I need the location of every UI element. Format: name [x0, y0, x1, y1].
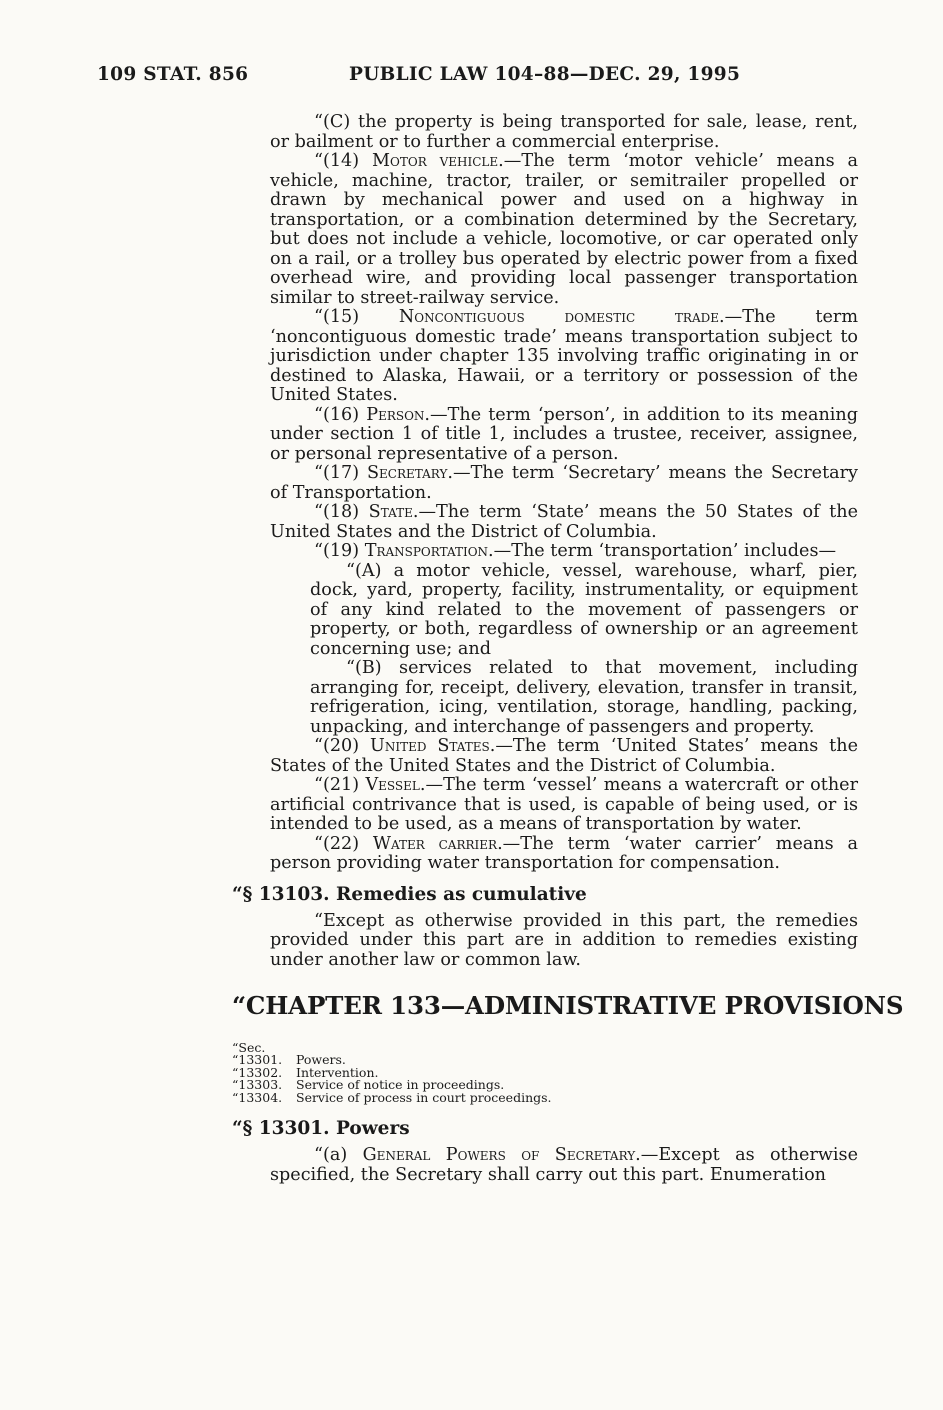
public-law-title: PUBLIC LAW 104–88—DEC. 29, 1995: [349, 64, 741, 85]
defined-term: State.: [368, 502, 419, 522]
page-header: [97, 64, 863, 92]
toc-section-number: “13301.: [232, 1052, 283, 1068]
paragraph-22: [270, 835, 858, 874]
defined-term: Transportation.: [364, 541, 494, 561]
para-number: “(19): [314, 541, 365, 561]
defined-term: Person.: [366, 404, 431, 425]
definition-text: —The term ‘Secretary’ means the Secretary of Transportation.: [270, 463, 859, 503]
paragraph-20: [270, 737, 858, 776]
paragraph-c: “(C) the property is being transported for sale, lease, rent, or bailment or to further a commercial enterprise.: [270, 112, 858, 152]
toc-section-number: “13302.: [232, 1064, 283, 1080]
subparagraph-a: “(A) a motor vehicle, vessel, warehouse, wharf, pier, dock, yard, property, facility, instrumentality, or equipment of any kind related to the movement of passengers or property, or both, regardless of ownership or an agreement concerning use; and: [310, 560, 858, 659]
para-number: “(a): [314, 1145, 363, 1166]
toc-section-number: “13304.: [232, 1089, 283, 1105]
toc-section-number: “13303.: [232, 1077, 283, 1093]
definition-text: —The term ‘water carrier’ means a person providing water transportation for compensation.: [270, 833, 859, 873]
paragraph-14: [270, 152, 858, 308]
toc-label: “Sec.: [232, 1040, 266, 1055]
toc-section-title: Service of process in court proceedings.: [296, 1089, 552, 1105]
page-body: [232, 112, 904, 1185]
defined-term: Water carrier.: [372, 833, 503, 854]
paragraph-19: [270, 542, 858, 562]
defined-term: Vessel.: [365, 775, 426, 795]
definition-text: —The term ‘transportation’ includes—: [493, 541, 837, 561]
definition-text: —The term ‘United States’ means the States of the United States and the District of Columbia.: [270, 736, 858, 776]
para-number: “(15): [314, 307, 399, 327]
definition-text: —The term ‘noncontiguous domestic trade’ means transportation subject to jurisdiction under chapter 135 involving traffic originating in or destined to Alaska, Hawaii, or a territory or possession of the United States.: [270, 307, 858, 405]
para-number: “(17): [314, 463, 367, 483]
defined-term: United States.: [370, 736, 496, 756]
toc-section-title: Intervention.: [296, 1064, 379, 1080]
paragraph-18: [270, 503, 858, 542]
section-13301-heading: “§ 13301. Powers: [232, 1118, 410, 1140]
chapter-title: “CHAPTER 133—ADMINISTRATIVE PROVISIONS: [232, 991, 904, 1020]
toc-entry: [232, 1089, 858, 1105]
defined-term: Motor vehicle.: [372, 151, 504, 171]
defined-term: Noncontiguous domestic trade.: [398, 307, 725, 327]
paragraph-15: [270, 308, 858, 406]
para-number: “(16): [314, 404, 367, 425]
defined-term: Secretary.: [366, 463, 453, 483]
para-number: “(14): [314, 151, 372, 171]
chapter-table-of-contents: [232, 1042, 858, 1104]
para-number: “(18): [314, 502, 369, 522]
definition-text: —The term ‘State’ means the 50 States of the United States and the District of Columbia.: [270, 502, 858, 542]
section-13103-text: “Except as otherwise provided in this part, the remedies provided under this part are in addition to remedies existing under another law or common law.: [270, 910, 858, 970]
defined-term: General Powers of Secretary.: [362, 1145, 641, 1166]
definition-text: —The term ‘person’, in addition to its meaning under section 1 of title 1, includes a trustee, receiver, assignee, or personal representative of a person.: [270, 404, 859, 464]
definition-text: —The term ‘motor vehicle’ means a vehicle, machine, tractor, trailer, or semitrailer propelled or drawn by mechanical power and used on a highway in transportation, or a combination determined by the Secretary, but does not include a vehicle, locomotive, or car operated only on a rail, or a trolley bus operated by electric power from a fixed overhead wire, and providing local passenger transportation similar to street-railway service.: [270, 151, 858, 308]
definition-text: —Except as otherwise specified, the Secretary shall carry out this part. Enumeration: [270, 1145, 858, 1185]
toc-section-title: Powers.: [296, 1052, 346, 1068]
paragraph-17: [270, 464, 858, 503]
para-number: “(20): [314, 736, 370, 756]
para-number: “(22): [314, 833, 373, 854]
section-13301-text: [270, 1146, 858, 1185]
section-13103-heading: “§ 13103. Remedies as cumulative: [232, 883, 587, 905]
toc-section-title: Service of notice in proceedings.: [296, 1077, 505, 1093]
paragraph-16: [270, 406, 858, 465]
definition-text: —The term ‘vessel’ means a watercraft or other artificial contrivance that is used, is capable of being used, or is intended to be used, as a means of transportation by water.: [270, 775, 858, 834]
subparagraph-b: “(B) services related to that movement, including arranging for, receipt, delivery, elevation, transfer in transit, refrigeration, icing, ventilation, storage, handling, packing, unpacking, and interchange of passengers and property.: [310, 658, 858, 737]
para-number: “(21): [314, 775, 366, 795]
paragraph-21: [270, 776, 858, 835]
statute-reference: 109 STAT. 856: [97, 64, 249, 85]
